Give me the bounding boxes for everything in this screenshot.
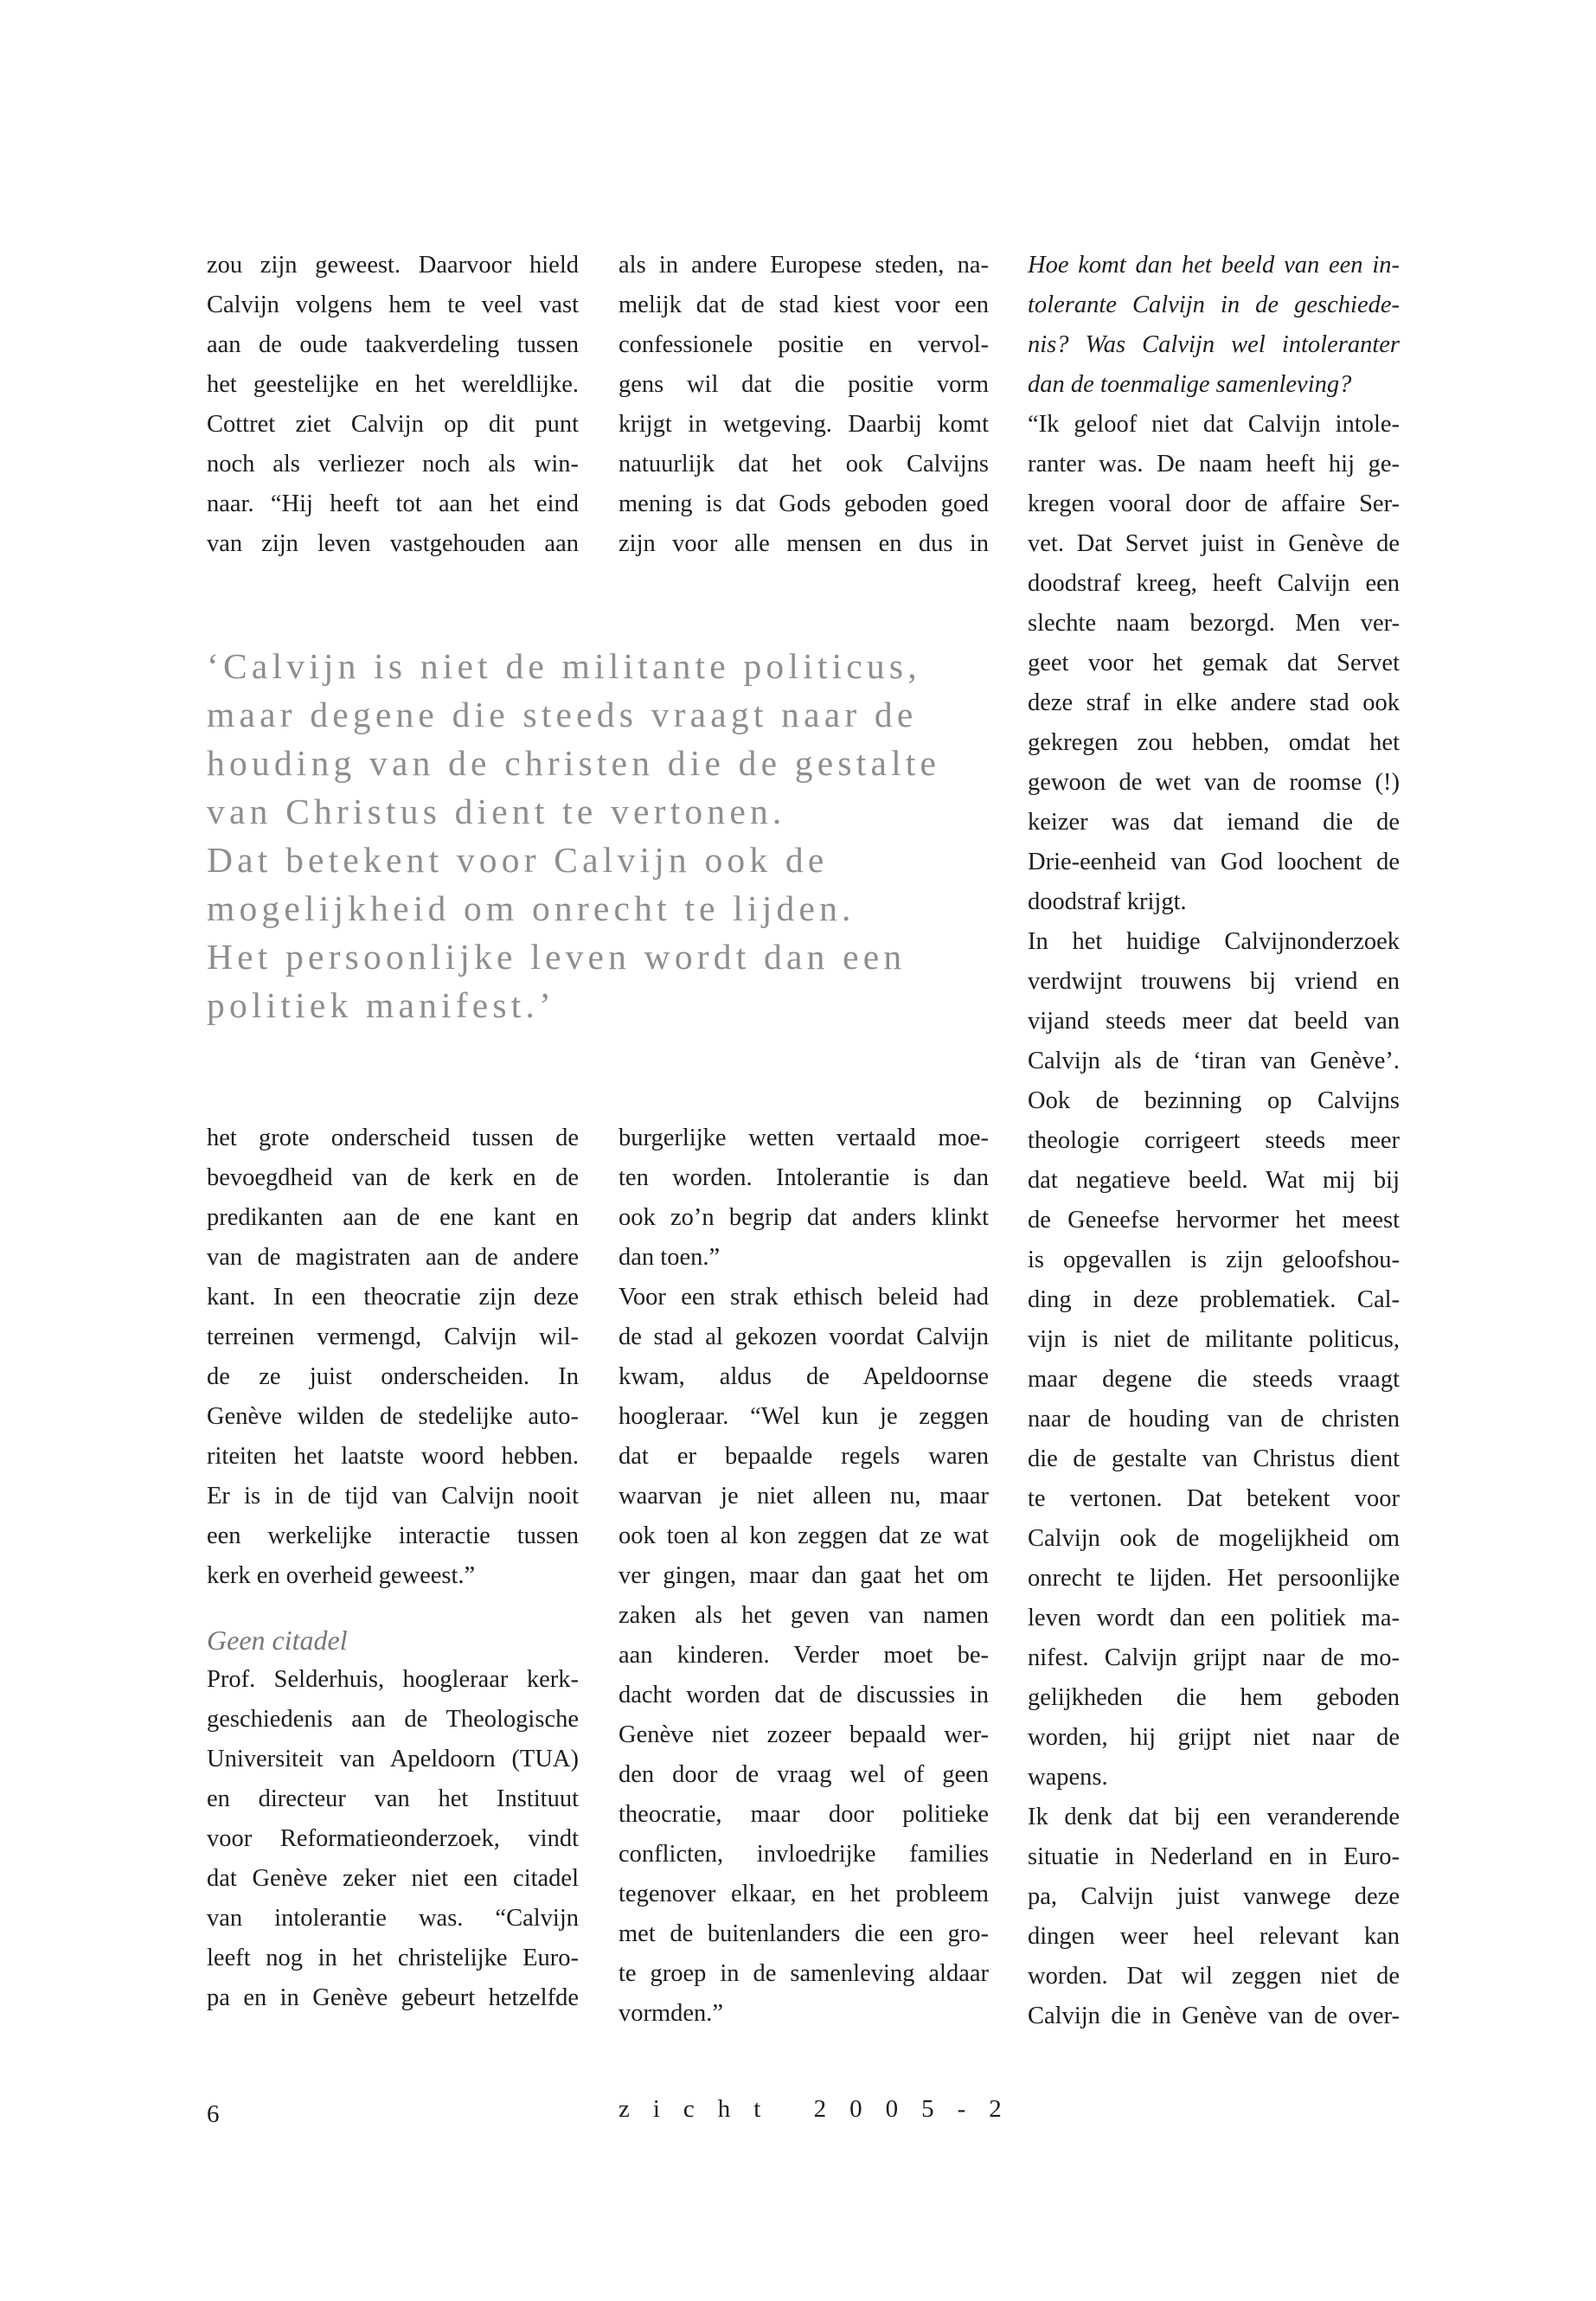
text-line: Calvijn als de ‘tiran van Genève’. bbox=[1028, 1048, 1400, 1074]
text-line: aan kinderen. Verder moet be- bbox=[619, 1642, 989, 1669]
text-line: confessionele positie en vervol- bbox=[619, 331, 989, 358]
pull-quote-line: Het persoonlijke leven wordt dan een bbox=[207, 937, 907, 977]
text-line: burgerlijke wetten vertaald moe- bbox=[619, 1125, 989, 1151]
text-line: als in andere Europese steden, na- bbox=[619, 252, 989, 279]
text-line: vijand steeds meer dat beeld van bbox=[1028, 1008, 1400, 1035]
text-line: Prof. Selderhuis, hoogleraar kerk- bbox=[207, 1666, 579, 1693]
text-line: naar de houding van de christen bbox=[1028, 1406, 1400, 1433]
text-line: worden. Dat wil zeggen niet de bbox=[1028, 1963, 1400, 1990]
text-line: van zijn leven vastgehouden aan bbox=[207, 530, 579, 557]
text-line: deze straf in elke andere stad ook bbox=[1028, 689, 1400, 716]
text-line: Ik denk dat bij een veranderende bbox=[1028, 1804, 1400, 1830]
text-line: bevoegdheid van de kerk en de bbox=[207, 1164, 579, 1191]
text-line: Calvijn volgens hem te veel vast bbox=[207, 292, 579, 318]
text-line: kerk en overheid geweest.” bbox=[207, 1562, 476, 1589]
pull-quote-line: Dat betekent voor Calvijn ook de bbox=[207, 840, 829, 880]
pull-quote bbox=[207, 642, 985, 1029]
text-line: een werkelijke interactie tussen bbox=[207, 1522, 579, 1549]
page-number: 6 bbox=[207, 2100, 220, 2128]
text-line: terreinen vermengd, Calvijn wil- bbox=[207, 1324, 579, 1350]
text-line: ook toen al kon zeggen dat ze wat bbox=[619, 1522, 989, 1549]
text-line: waarvan je niet alleen nu, maar bbox=[619, 1483, 989, 1509]
text-line: gewoon de wet van de roomse (!) bbox=[1028, 769, 1400, 796]
text-line: Voor een strak ethisch beleid had bbox=[619, 1284, 989, 1311]
text-line: gekregen zou hebben, omdat het bbox=[1028, 729, 1400, 756]
text-line: keizer was dat iemand die de bbox=[1028, 809, 1400, 836]
text-line: dan de toenmalige samenleving? bbox=[1028, 371, 1352, 398]
text-line: tegenover elkaar, en het probleem bbox=[619, 1881, 989, 1907]
text-line: zou zijn geweest. Daarvoor hield bbox=[207, 252, 579, 279]
text-line: tolerante Calvijn in de geschiede- bbox=[1028, 292, 1400, 318]
text-line: “Ik geloof niet dat Calvijn intole- bbox=[1028, 411, 1400, 438]
column-2-top bbox=[619, 246, 989, 564]
text-line: ranter was. De naam heeft hij ge- bbox=[1028, 451, 1400, 478]
text-line: doodstraf krijgt. bbox=[1028, 888, 1187, 915]
text-line: dacht worden dat de discussies in bbox=[619, 1682, 989, 1708]
text-line: den door de vraag wel of geen bbox=[619, 1761, 989, 1788]
text-line: de Geneefse hervormer het meest bbox=[1028, 1207, 1400, 1234]
text-line: maar degene die steeds vraagt bbox=[1028, 1366, 1400, 1393]
text-line: natuurlijk dat het ook Calvijns bbox=[619, 451, 989, 478]
pull-quote-line: ‘Calvijn is niet de militante politicus, bbox=[207, 646, 921, 686]
section-subheading: Geen citadel bbox=[207, 1625, 348, 1656]
text-line: het grote onderscheid tussen de bbox=[207, 1125, 579, 1151]
text-line: conflicten, invloedrijke families bbox=[619, 1841, 989, 1868]
text-line: van de magistraten aan de andere bbox=[207, 1244, 579, 1271]
text-line: Er is in de tijd van Calvijn nooit bbox=[207, 1483, 579, 1509]
text-line: noch als verliezer noch als win- bbox=[207, 451, 579, 478]
text-line: leeft nog in het christelijke Euro- bbox=[207, 1945, 579, 1971]
text-line: met de buitenlanders die een gro- bbox=[619, 1920, 989, 1947]
text-line: worden, hij grijpt niet naar de bbox=[1028, 1724, 1400, 1751]
text-line: van intolerantie was. “Calvijn bbox=[207, 1905, 579, 1932]
text-line: gelijkheden die hem geboden bbox=[1028, 1684, 1400, 1711]
text-line: Calvijn ook de mogelijkheid om bbox=[1028, 1525, 1400, 1552]
pull-quote-line: houding van de christen die de gestalte bbox=[207, 743, 941, 783]
pull-quote-line: van Christus dient te vertonen. bbox=[207, 792, 786, 831]
text-line: aan de oude taakverdeling tussen bbox=[207, 331, 579, 358]
text-line: krijgt in wetgeving. Daarbij komt bbox=[619, 411, 989, 438]
text-line: situatie in Nederland en in Euro- bbox=[1028, 1843, 1400, 1870]
text-line: ding in deze problematiek. Cal- bbox=[1028, 1286, 1400, 1313]
text-line: ten worden. Intolerantie is dan bbox=[619, 1164, 989, 1191]
column-1-top bbox=[207, 246, 579, 564]
text-line: nis? Was Calvijn wel intoleranter bbox=[1028, 331, 1400, 358]
text-line: geschiedenis aan de Theologische bbox=[207, 1706, 579, 1733]
text-line: riteiten het laatste woord hebben. bbox=[207, 1443, 579, 1470]
column-1-bottom bbox=[207, 1118, 579, 2018]
text-line: is opgevallen is zijn geloofshou- bbox=[1028, 1247, 1400, 1273]
text-line: predikanten aan de ene kant en bbox=[207, 1204, 579, 1231]
text-line: voor Reformatieonderzoek, vindt bbox=[207, 1825, 579, 1852]
text-line: vormden.” bbox=[619, 2000, 724, 2027]
text-line: dan toen.” bbox=[619, 1244, 721, 1271]
text-line: Universiteit van Apeldoorn (TUA) bbox=[207, 1746, 579, 1772]
column-3 bbox=[1028, 246, 1400, 2036]
text-line: de stad al gekozen voordat Calvijn bbox=[619, 1324, 989, 1350]
pull-quote-line: maar degene die steeds vraagt naar de bbox=[207, 695, 918, 734]
text-line: wapens. bbox=[1028, 1764, 1108, 1791]
text-line: leven wordt dan een politiek ma- bbox=[1028, 1605, 1400, 1631]
text-line: pa en in Genève gebeurt hetzelfde bbox=[207, 1984, 579, 2011]
text-line: die de gestalte van Christus dient bbox=[1028, 1445, 1400, 1472]
text-line: Ook de bezinning op Calvijns bbox=[1028, 1087, 1400, 1114]
text-line: ver gingen, maar dan gaat het om bbox=[619, 1562, 989, 1589]
text-line: theologie corrigeert steeds meer bbox=[1028, 1127, 1400, 1154]
text-line: doodstraf kreeg, heeft Calvijn een bbox=[1028, 570, 1400, 597]
text-line: dingen weer heel relevant kan bbox=[1028, 1923, 1400, 1950]
text-line: melijk dat de stad kiest voor een bbox=[619, 292, 989, 318]
text-line: hoogleraar. “Wel kun je zeggen bbox=[619, 1403, 989, 1430]
text-line: dat er bepaalde regels waren bbox=[619, 1443, 989, 1470]
text-line: nifest. Calvijn grijpt naar de mo- bbox=[1028, 1644, 1400, 1671]
text-line: te vertonen. Dat betekent voor bbox=[1028, 1485, 1400, 1512]
text-line: dat Genève zeker niet een citadel bbox=[207, 1865, 579, 1892]
text-line: theocratie, maar door politieke bbox=[619, 1801, 989, 1828]
text-line: en directeur van het Instituut bbox=[207, 1785, 579, 1812]
text-line: Hoe komt dan het beeld van een in- bbox=[1028, 252, 1400, 279]
text-line: zijn voor alle mensen en dus in bbox=[619, 530, 989, 557]
text-line: kwam, aldus de Apeldoornse bbox=[619, 1363, 989, 1390]
text-line: slechte naam bezorgd. Men ver- bbox=[1028, 610, 1400, 637]
text-line: mening is dat Gods geboden goed bbox=[619, 490, 989, 517]
text-line: pa, Calvijn juist vanwege deze bbox=[1028, 1883, 1400, 1910]
text-line: dat negatieve beeld. Wat mij bij bbox=[1028, 1167, 1400, 1194]
text-line: zaken als het geven van namen bbox=[619, 1602, 989, 1629]
text-line: naar. “Hij heeft tot aan het eind bbox=[207, 490, 579, 517]
text-line: onrecht te lijden. Het persoonlijke bbox=[1028, 1565, 1400, 1592]
text-line: het geestelijke en het wereldlijke. bbox=[207, 371, 579, 398]
text-line: ook zo’n begrip dat anders klinkt bbox=[619, 1204, 989, 1231]
text-line: Genève wilden de stedelijke auto- bbox=[207, 1403, 579, 1430]
text-line: geet voor het gemak dat Servet bbox=[1028, 650, 1400, 676]
text-line: kregen vooral door de affaire Ser- bbox=[1028, 490, 1400, 517]
column-2-bottom bbox=[619, 1118, 989, 2034]
text-line: gens wil dat die positie vorm bbox=[619, 371, 989, 398]
text-line: Drie-eenheid van God loochent de bbox=[1028, 849, 1400, 875]
text-line: de ze juist onderscheiden. In bbox=[207, 1363, 579, 1390]
text-line: Genève niet zozeer bepaald wer- bbox=[619, 1721, 989, 1748]
pull-quote-line: politiek manifest.’ bbox=[207, 985, 556, 1025]
text-line: kant. In een theocratie zijn deze bbox=[207, 1284, 579, 1311]
text-line: vet. Dat Servet juist in Genève de bbox=[1028, 530, 1400, 557]
text-line: In het huidige Calvijnonderzoek bbox=[1028, 928, 1400, 955]
text-line: Calvijn die in Genève van de over- bbox=[1028, 2003, 1400, 2029]
text-line: Cottret ziet Calvijn op dit punt bbox=[207, 411, 579, 438]
magazine-issue-footer: zicht 2005-2 bbox=[619, 2095, 1025, 2123]
text-line: verdwijnt trouwens bij vriend en bbox=[1028, 968, 1400, 995]
pull-quote-line: mogelijkheid om onrecht te lijden. bbox=[207, 888, 856, 928]
text-line: te groep in de samenleving aldaar bbox=[619, 1960, 989, 1987]
text-line: vijn is niet de militante politicus, bbox=[1028, 1326, 1400, 1353]
